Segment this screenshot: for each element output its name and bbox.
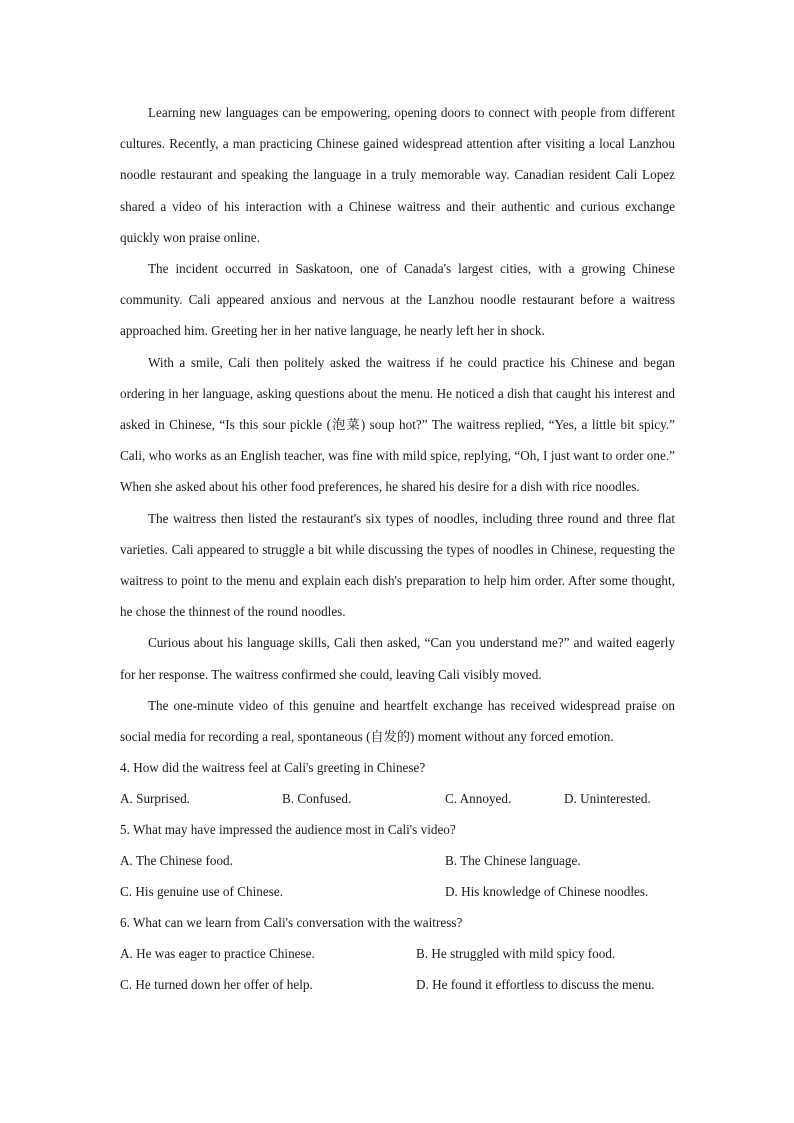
- question-5-options-row-2: [120, 876, 675, 907]
- question-4-option-a[interactable]: A. Surprised.: [120, 791, 190, 807]
- passage-paragraph-2: The incident occurred in Saskatoon, one of Canada's largest cities, with a growing Chinese community. Cali appeared anxious and nervous at the Lanzhou noodle restaurant before a waitress approached him. Greeting her in her native language, he nearly left her in shock.: [120, 261, 675, 339]
- question-6-options-row-1: [120, 938, 675, 969]
- question-5: [120, 814, 675, 907]
- document-page: [120, 97, 675, 1000]
- question-4-options: [120, 783, 675, 814]
- question-4-option-c[interactable]: C. Annoyed.: [445, 791, 512, 807]
- question-6-option-d[interactable]: D. He found it effortless to discuss the menu.: [416, 977, 655, 993]
- question-5-option-a[interactable]: A. The Chinese food.: [120, 853, 233, 869]
- question-4-stem: 4. How did the waitress feel at Cali's greeting in Chinese?: [120, 760, 426, 776]
- passage-paragraph-1: Learning new languages can be empowering, opening doors to connect with people from different cultures. Recently, a man practicing Chinese gained widespread attention after visiting a local Lanzhou noodle restaurant and speaking the language in a truly memorable way. Canadian resident Cali Lopez shared a video of his interaction with a Chinese waitress and their authentic and curious exchange quickly won praise online.: [120, 105, 675, 245]
- question-5-options-row-1: [120, 845, 675, 876]
- question-5-option-d[interactable]: D. His knowledge of Chinese noodles.: [445, 884, 649, 900]
- question-5-option-b[interactable]: B. The Chinese language.: [445, 853, 581, 869]
- question-5-option-c[interactable]: C. His genuine use of Chinese.: [120, 884, 283, 900]
- question-4-option-b[interactable]: B. Confused.: [282, 791, 352, 807]
- question-6-option-c[interactable]: C. He turned down her offer of help.: [120, 977, 313, 993]
- passage-paragraph-6: The one-minute video of this genuine and heartfelt exchange has received widespread praise on social media for recording a real, spontaneous (自发的) moment without any forced emotion.: [120, 697, 675, 745]
- question-6-options-row-2: [120, 969, 675, 1000]
- question-4: [120, 752, 675, 814]
- question-5-stem: 5. What may have impressed the audience most in Cali's video?: [120, 822, 456, 838]
- question-6-option-b[interactable]: B. He struggled with mild spicy food.: [416, 946, 616, 962]
- passage-paragraph-3: With a smile, Cali then politely asked the waitress if he could practice his Chinese and began ordering in her language, asking questions about the menu. He noticed a dish that caught his interest and asked in Chinese, “Is this sour pickle (泡菜) soup hot?” The waitress replied, “Yes, a little bit spicy.” Cali, who works as an English teacher, was fine with mild spice, replying, “Oh, I just want to order one.” When she asked about his other food preferences, he shared his desire for a dish with rice noodles.: [120, 354, 675, 495]
- question-4-option-d[interactable]: D. Uninterested.: [564, 791, 651, 807]
- passage-paragraph-5: Curious about his language skills, Cali then asked, “Can you understand me?” and waited eagerly for her response. The waitress confirmed she could, leaving Cali visibly moved.: [120, 635, 675, 682]
- passage-paragraph-4: The waitress then listed the restaurant's six types of noodles, including three round and three flat varieties. Cali appeared to struggle a bit while discussing the types of noodles in Chinese, requesting the waitress to point to the menu and explain each dish's preparation to help him order. After some thought, he chose the thinnest of the round noodles.: [120, 510, 675, 620]
- question-6-stem: 6. What can we learn from Cali's conversation with the waitress?: [120, 915, 463, 931]
- question-6: [120, 907, 675, 1000]
- question-6-option-a[interactable]: A. He was eager to practice Chinese.: [120, 946, 315, 962]
